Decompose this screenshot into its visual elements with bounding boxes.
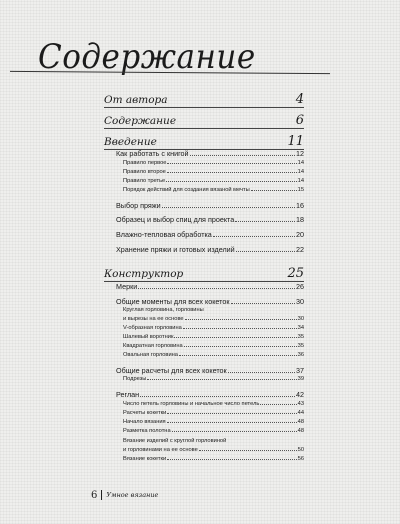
toc-subitem-shawl-collar[interactable] — [123, 334, 304, 340]
toc-item-title: Порядок действий для создания вязаной мечты — [123, 187, 250, 193]
dot-leader — [213, 236, 295, 237]
toc-item-title: Круглая горловина, горловины — [123, 307, 204, 313]
toc-subitem-procedure[interactable] — [123, 187, 304, 193]
toc-item-yarn-choice[interactable] — [116, 201, 304, 210]
toc-section-title: Конструктор — [104, 268, 184, 280]
toc-item-title: Общие расчеты для всех кокеток — [116, 366, 227, 375]
toc-section-title: От автора — [104, 94, 168, 106]
toc-item-measurements[interactable] — [116, 282, 304, 291]
toc-item-yoke-common[interactable] — [116, 297, 304, 306]
toc-subitem-rule-1[interactable] — [123, 160, 304, 166]
toc-item-yoke-calculations[interactable] — [116, 366, 304, 375]
toc-item-page: 20 — [296, 230, 304, 239]
toc-item-page: 36 — [297, 352, 304, 358]
toc-item-title: Правило третье — [123, 178, 166, 184]
toc-subitem-round-neck-knit-line1[interactable] — [123, 438, 304, 444]
toc-item-title: Начало вязания — [123, 419, 166, 425]
footer-book-name: Умное вязание — [106, 491, 159, 499]
page-title: Содержание — [38, 38, 256, 77]
toc-section-introduction[interactable] — [104, 131, 304, 150]
toc-item-title: V-образная горловина — [123, 325, 182, 331]
dot-leader — [179, 355, 297, 356]
dot-leader — [138, 288, 295, 289]
toc-item-title: Как работать с книгой — [116, 149, 189, 158]
toc-item-page: 12 — [296, 149, 304, 158]
dot-leader — [199, 450, 297, 451]
toc-item-swatch[interactable] — [116, 215, 304, 224]
toc-item-title: Правило второе — [123, 169, 166, 175]
toc-subitem-round-neck-line1[interactable] — [123, 307, 304, 313]
toc-item-title: Подрезы — [123, 376, 147, 382]
footer-divider — [101, 490, 102, 500]
dot-leader — [185, 319, 297, 320]
toc-item-page: 22 — [296, 245, 304, 254]
toc-item-page: 15 — [297, 187, 304, 193]
toc-item-title: Овальная горловина — [123, 352, 178, 358]
toc-section-contents[interactable] — [104, 110, 304, 129]
toc-item-title: Разметка полотна — [123, 428, 171, 434]
toc-subitem-fabric-marking[interactable] — [123, 428, 304, 434]
toc-item-page: 26 — [296, 282, 304, 291]
dot-leader — [260, 404, 296, 405]
footer-page-number: 6 — [91, 489, 98, 501]
toc-item-title: и вырезы на ее основе — [123, 316, 184, 322]
toc-item-page: 48 — [297, 428, 304, 434]
toc-item-title: Шалевый воротник — [123, 334, 174, 340]
dot-leader — [172, 431, 297, 432]
toc-item-page: 14 — [297, 178, 304, 184]
toc-section-constructor[interactable] — [104, 263, 304, 282]
dot-leader — [228, 372, 295, 373]
dot-leader — [174, 337, 296, 338]
toc-item-title: Вязание изделий с круглой горловиной — [123, 438, 227, 444]
toc-item-page: 34 — [297, 325, 304, 331]
toc-item-title: и горловинами на ее основе — [123, 447, 198, 453]
dot-leader — [167, 422, 297, 423]
toc-item-page: 43 — [297, 401, 304, 407]
toc-subitem-start-knitting[interactable] — [123, 419, 304, 425]
toc-item-page: 30 — [297, 316, 304, 322]
toc-item-storage[interactable] — [116, 245, 304, 254]
toc-item-page: 48 — [297, 419, 304, 425]
dot-leader — [236, 251, 295, 252]
toc-item-page: 50 — [297, 447, 304, 453]
toc-section-title: Введение — [104, 136, 157, 148]
toc-item-page: 44 — [297, 410, 304, 416]
toc-section-page: 25 — [287, 266, 304, 281]
toc-item-title: Образец и выбор спиц для проекта — [116, 215, 235, 224]
toc-item-title: Правило первое — [123, 160, 167, 166]
dot-leader — [251, 190, 297, 191]
dot-leader — [167, 163, 296, 164]
toc-item-title: Реглан — [116, 390, 140, 399]
toc-subitem-yoke-calc[interactable] — [123, 410, 304, 416]
toc-subitem-round-neck-line2[interactable] — [123, 316, 304, 322]
toc-item-page: 16 — [296, 201, 304, 210]
toc-item-raglan[interactable] — [116, 390, 304, 399]
toc-section-page: 11 — [287, 134, 304, 149]
toc-item-title: Квадратная горловина — [123, 343, 183, 349]
toc-item-page: 42 — [296, 390, 304, 399]
toc-item-page: 14 — [297, 160, 304, 166]
dot-leader — [190, 155, 295, 156]
toc-item-title: Число петель горловины и начальное число петель — [123, 401, 260, 407]
toc-item-title: Общие моменты для всех кокеток — [116, 297, 230, 306]
toc-item-how-to-work[interactable] — [116, 149, 304, 158]
toc-item-title: Мерки — [116, 282, 138, 291]
dot-leader — [166, 181, 296, 182]
toc-item-title: Расчеты кокетки — [123, 410, 167, 416]
toc-item-page: 30 — [296, 297, 304, 306]
toc-subitem-short-rows[interactable] — [123, 376, 304, 382]
toc-item-page: 35 — [297, 334, 304, 340]
dot-leader — [162, 207, 295, 208]
toc-item-page: 56 — [297, 456, 304, 462]
dot-leader — [140, 396, 295, 397]
dot-leader — [167, 413, 296, 414]
toc-item-page: 39 — [297, 376, 304, 382]
toc-subitem-stitch-count[interactable] — [123, 401, 304, 407]
toc-item-blocking[interactable] — [116, 230, 304, 239]
toc-item-page: 14 — [297, 169, 304, 175]
dot-leader — [231, 303, 295, 304]
dot-leader — [183, 328, 297, 329]
toc-subitem-v-neck[interactable] — [123, 325, 304, 331]
toc-section-author[interactable] — [104, 89, 304, 108]
toc-item-page: 35 — [297, 343, 304, 349]
toc-item-page: 18 — [296, 215, 304, 224]
toc-item-title: Выбор пряжи — [116, 201, 161, 210]
toc-section-title: Содержание — [104, 115, 177, 127]
toc-section-page: 4 — [295, 92, 304, 107]
toc-subitem-yoke-knitting[interactable] — [123, 456, 304, 462]
dot-leader — [235, 221, 295, 222]
dot-leader — [167, 172, 297, 173]
toc-subitem-round-neck-knit-line2[interactable] — [123, 447, 304, 453]
dot-leader — [147, 379, 296, 380]
dot-leader — [184, 346, 297, 347]
toc-subitem-oval-neck[interactable] — [123, 352, 304, 358]
toc-section-page: 6 — [295, 113, 304, 128]
toc-item-page: 37 — [296, 366, 304, 375]
dot-leader — [167, 459, 297, 460]
toc-subitem-rule-3[interactable] — [123, 178, 304, 184]
page-footer — [91, 488, 158, 502]
toc-item-title: Хранение пряжи и готовых изделий — [116, 245, 235, 254]
toc-item-title: Влажно-тепловая обработка — [116, 230, 212, 239]
toc-subitem-rule-2[interactable] — [123, 169, 304, 175]
toc-subitem-square-neck[interactable] — [123, 343, 304, 349]
toc-item-title: Вязание кокетки — [123, 456, 167, 462]
